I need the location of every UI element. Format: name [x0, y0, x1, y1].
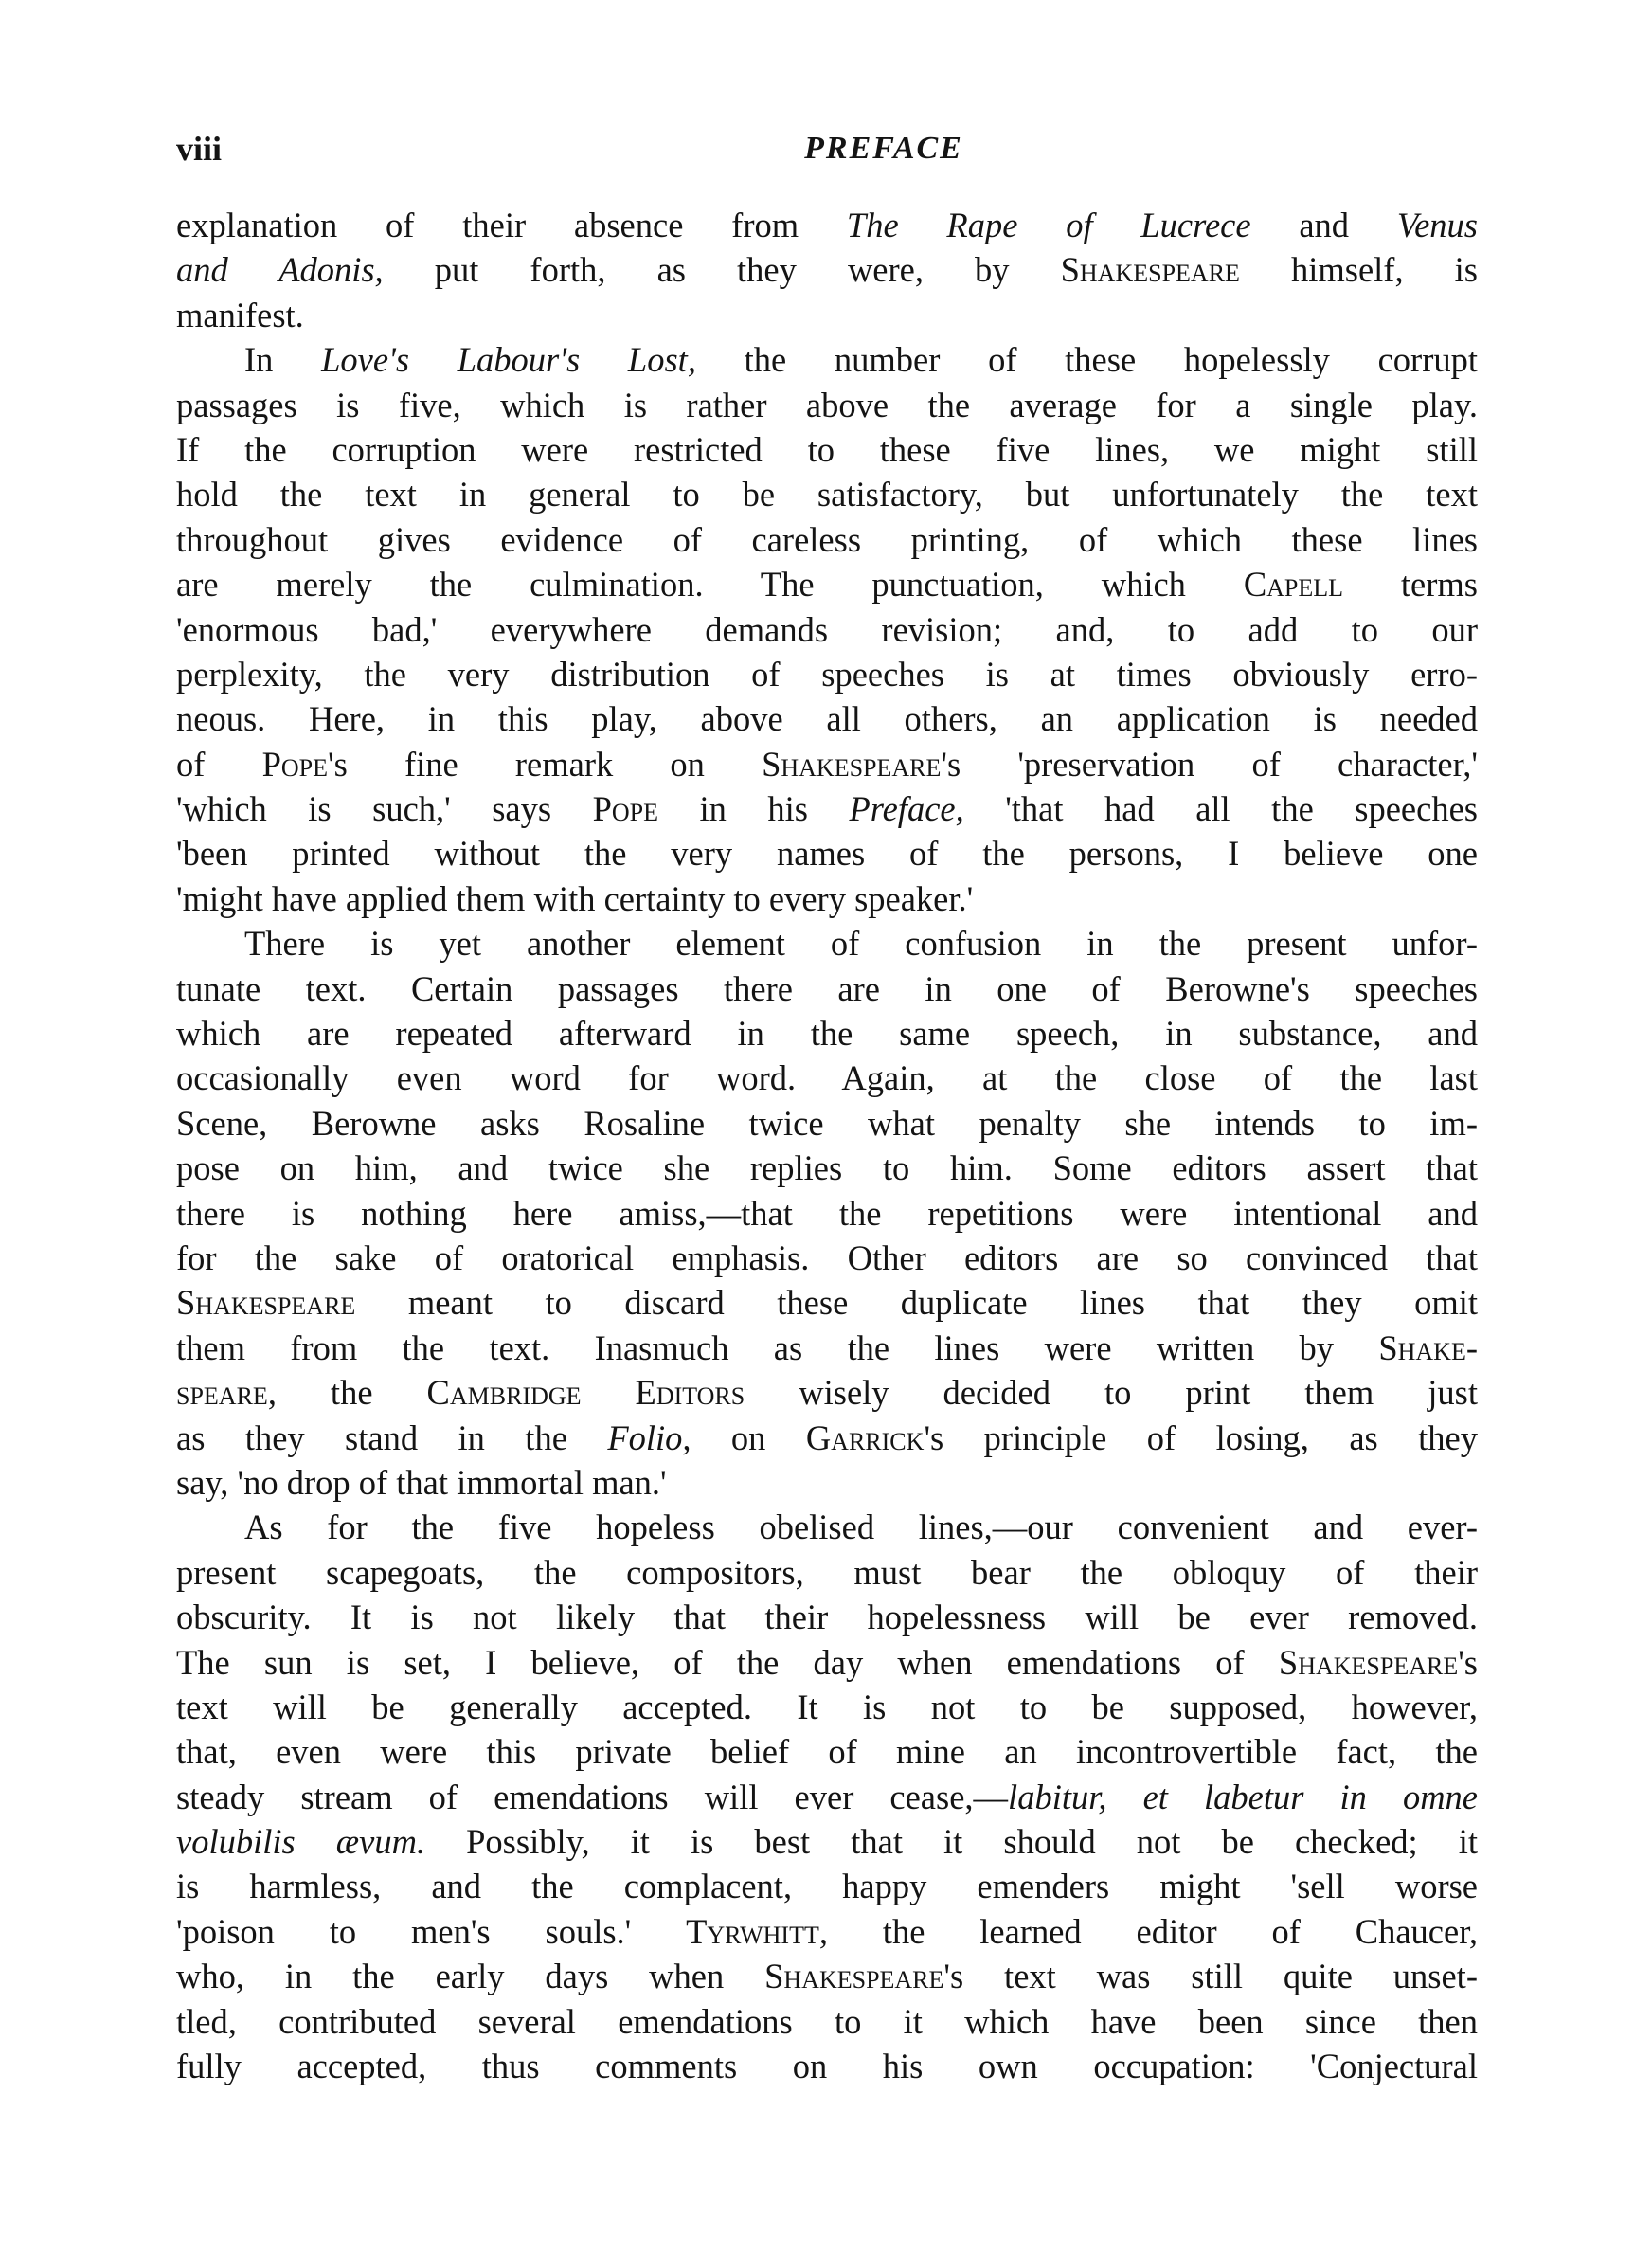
page-number: viii — [176, 130, 223, 168]
text-line: explanation of their absence from The Rape of Lucrece and Venus — [176, 206, 1478, 244]
text-line: perplexity, the very distribution of speeches is at times obviously erro- — [176, 654, 1478, 694]
text-line: there is nothing here amiss,—that the repetitions were intentional and — [176, 1193, 1478, 1233]
text-line: 'which is such,' says Pope in his Preface, 'that had all the speeches — [176, 789, 1478, 829]
text-line: 'enormous bad,' everywhere demands revision; and, to add to our — [176, 609, 1478, 649]
page-header — [176, 125, 1478, 172]
text-line: neous. Here, in this play, above all others, an application is needed — [176, 699, 1478, 739]
text-line: throughout gives evidence of careless printing, of which these lines — [176, 519, 1478, 559]
text-line: for the sake of oratorical emphasis. Other editors are so convinced that — [176, 1237, 1478, 1277]
text-line: are merely the culmination. The punctuation, which Capell terms — [176, 565, 1478, 605]
text-line: tunate text. Certain passages there are in one of Berowne's speeches — [176, 968, 1478, 1008]
text-line: If the corruption were restricted to these five lines, we might still — [176, 429, 1478, 469]
text-line: volubilis ævum. Possibly, it is best that it should not be checked; it — [176, 1822, 1478, 1862]
text-line: There is yet another element of confusion in the present unfor- — [244, 924, 1478, 964]
text-line: 'might have applied them with certainty to every speaker.' — [176, 878, 974, 918]
text-line: pose on him, and twice she replies to him. Some editors assert that — [176, 1148, 1478, 1188]
text-line: occasionally even word for word. Again, at the close of the last — [176, 1058, 1478, 1098]
text-line: fully accepted, thus comments on his own occupation: 'Conjectural — [176, 2047, 1478, 2086]
text-line: As for the five hopeless obelised lines,—our convenient and ever- — [244, 1508, 1478, 1547]
text-line: speare, the Cambridge Editors wisely decided to print them just — [176, 1373, 1478, 1413]
text-line: passages is five, which is rather above the average for a single play. — [176, 385, 1478, 424]
text-line: 'been printed without the very names of the persons, I believe one — [176, 834, 1478, 874]
text-line: 'poison to men's souls.' Tyrwhitt, the learned editor of Chaucer, — [176, 1911, 1478, 1951]
text-line: say, 'no drop of that immortal man.' — [176, 1462, 667, 1502]
body-text — [176, 203, 1478, 2088]
text-line: that, even were this private belief of mine an incontrovertible fact, the — [176, 1732, 1478, 1772]
text-line: The sun is set, I believe, of the day when emendations of Shakespeare's — [176, 1642, 1478, 1682]
text-line: and Adonis, put forth, as they were, by Shakespeare himself, is — [176, 250, 1478, 290]
text-line: tled, contributed several emendations to it which have been since then — [176, 2001, 1478, 2041]
text-line: of Pope's fine remark on Shakespeare's 'preservation of character,' — [176, 744, 1478, 784]
text-line: text will be generally accepted. It is not to be supposed, however, — [176, 1687, 1478, 1726]
text-line: obscurity. It is not likely that their hopelessness will be ever removed. — [176, 1598, 1478, 1637]
running-head: PREFACE — [804, 131, 963, 166]
text-line: steady stream of emendations will ever cease,—labitur, et labetur in omne — [176, 1777, 1478, 1816]
text-line: as they stand in the Folio, on Garrick's principle of losing, as they — [176, 1417, 1478, 1457]
text-line: manifest. — [176, 295, 304, 334]
text-line: which are repeated afterward in the same speech, in substance, and — [176, 1014, 1478, 1054]
text-line: In Love's Labour's Lost, the number of these hopelessly corrupt — [244, 340, 1478, 380]
text-line: Shakespeare meant to discard these duplicate lines that they omit — [176, 1283, 1478, 1323]
text-line: hold the text in general to be satisfactory, but unfortunately the text — [176, 475, 1478, 515]
text-line: them from the text. Inasmuch as the lines were written by Shake- — [176, 1327, 1478, 1367]
text-line: Scene, Berowne asks Rosaline twice what penalty she intends to im- — [176, 1103, 1478, 1143]
text-line: present scapegoats, the compositors, must bear the obloquy of their — [176, 1552, 1478, 1592]
text-line: is harmless, and the complacent, happy emenders might 'sell worse — [176, 1867, 1478, 1906]
text-line: who, in the early days when Shakespeare's text was still quite unset- — [176, 1957, 1478, 1996]
